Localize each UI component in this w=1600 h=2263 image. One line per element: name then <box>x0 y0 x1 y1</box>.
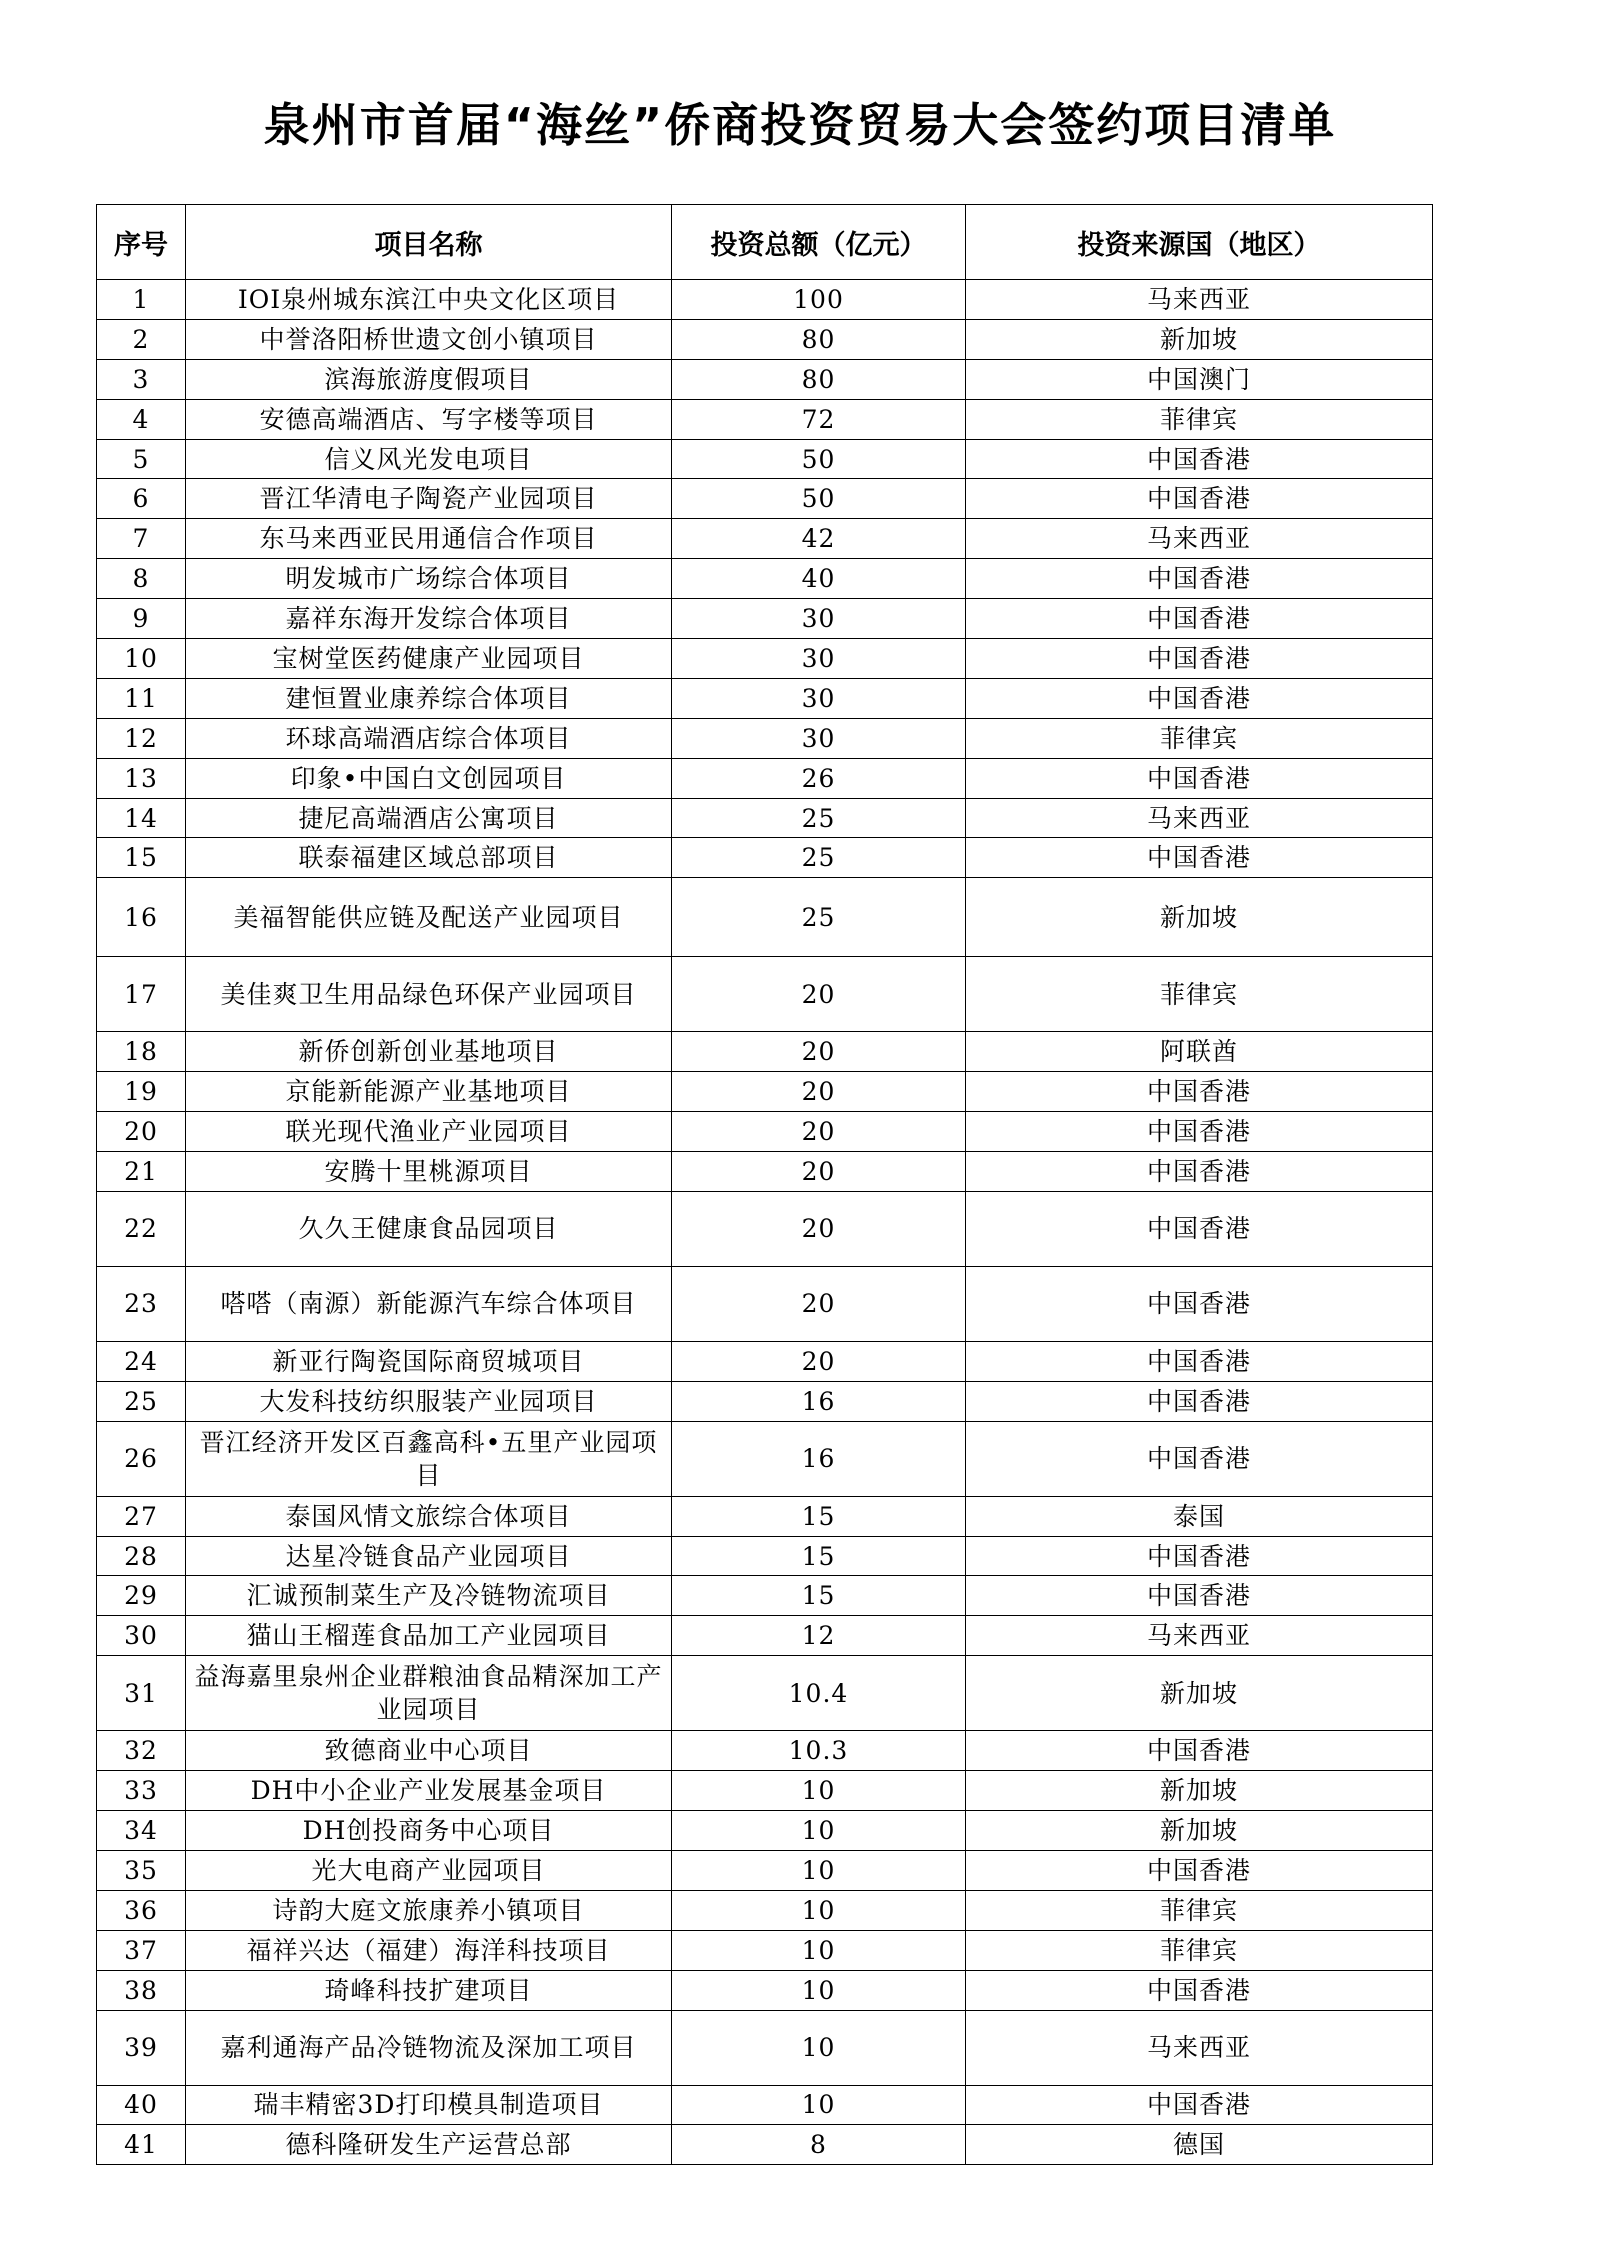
cell-source-country: 中国香港 <box>966 678 1433 718</box>
cell-index: 34 <box>97 1811 186 1851</box>
cell-investment-amount: 10 <box>672 1771 966 1811</box>
cell-project-name: 新亚行陶瓷国际商贸城项目 <box>186 1341 672 1381</box>
table-row <box>97 319 1433 359</box>
cell-source-country: 新加坡 <box>966 319 1433 359</box>
cell-investment-amount: 10 <box>672 1811 966 1851</box>
cell-index: 37 <box>97 1930 186 1970</box>
table-row <box>97 1112 1433 1152</box>
cell-project-name: DH创投商务中心项目 <box>186 1811 672 1851</box>
table-row <box>97 399 1433 439</box>
table-row <box>97 1191 1433 1266</box>
table-header-row <box>97 205 1433 280</box>
cell-investment-amount: 20 <box>672 1032 966 1072</box>
table-row <box>97 1930 1433 1970</box>
cell-investment-amount: 10.3 <box>672 1731 966 1771</box>
cell-investment-amount: 72 <box>672 399 966 439</box>
cell-index: 22 <box>97 1191 186 1266</box>
cell-source-country: 马来西亚 <box>966 519 1433 559</box>
cell-project-name: 京能新能源产业基地项目 <box>186 1072 672 1112</box>
cell-index: 3 <box>97 359 186 399</box>
cell-source-country: 中国香港 <box>966 1072 1433 1112</box>
table-row <box>97 1970 1433 2010</box>
table-row <box>97 2085 1433 2125</box>
table-row <box>97 678 1433 718</box>
table-row <box>97 1850 1433 1890</box>
table-row <box>97 1266 1433 1341</box>
cell-source-country: 新加坡 <box>966 1771 1433 1811</box>
cell-source-country: 中国香港 <box>966 1731 1433 1771</box>
cell-project-name: 联光现代渔业产业园项目 <box>186 1112 672 1152</box>
cell-source-country: 中国香港 <box>966 559 1433 599</box>
cell-index: 25 <box>97 1381 186 1421</box>
table-row <box>97 559 1433 599</box>
table-row <box>97 1771 1433 1811</box>
cell-index: 27 <box>97 1496 186 1536</box>
table-row <box>97 599 1433 639</box>
cell-source-country: 中国香港 <box>966 1536 1433 1576</box>
cell-source-country: 德国 <box>966 2125 1433 2165</box>
cell-investment-amount: 42 <box>672 519 966 559</box>
cell-source-country: 泰国 <box>966 1496 1433 1536</box>
cell-index: 38 <box>97 1970 186 2010</box>
cell-source-country: 阿联酋 <box>966 1032 1433 1072</box>
table-row <box>97 1731 1433 1771</box>
header-investment-amount: 投资总额（亿元） <box>672 205 966 280</box>
cell-investment-amount: 10 <box>672 2010 966 2085</box>
table-row <box>97 1072 1433 1112</box>
page-title: 泉州市首届“海丝”侨商投资贸易大会签约项目清单 <box>263 98 1337 152</box>
cell-project-name: 达星冷链食品产业园项目 <box>186 1536 672 1576</box>
cell-investment-amount: 10 <box>672 1850 966 1890</box>
cell-project-name: 汇诚预制菜生产及冷链物流项目 <box>186 1576 672 1616</box>
cell-index: 31 <box>97 1656 186 1731</box>
table-row <box>97 878 1433 957</box>
cell-investment-amount: 20 <box>672 1072 966 1112</box>
cell-project-name: 泰国风情文旅综合体项目 <box>186 1496 672 1536</box>
cell-project-name: 美佳爽卫生用品绿色环保产业园项目 <box>186 957 672 1032</box>
cell-project-name: 印象•中国白文创园项目 <box>186 758 672 798</box>
cell-project-name: 捷尼高端酒店公寓项目 <box>186 798 672 838</box>
cell-source-country: 新加坡 <box>966 1811 1433 1851</box>
cell-investment-amount: 15 <box>672 1536 966 1576</box>
cell-source-country: 菲律宾 <box>966 1890 1433 1930</box>
cell-project-name: 建恒置业康养综合体项目 <box>186 678 672 718</box>
cell-project-name: 久久王健康食品园项目 <box>186 1191 672 1266</box>
cell-index: 15 <box>97 838 186 878</box>
cell-index: 16 <box>97 878 186 957</box>
cell-source-country: 中国香港 <box>966 1970 1433 2010</box>
cell-investment-amount: 15 <box>672 1576 966 1616</box>
table-row <box>97 798 1433 838</box>
cell-investment-amount: 20 <box>672 957 966 1032</box>
table-row <box>97 1536 1433 1576</box>
cell-index: 14 <box>97 798 186 838</box>
cell-investment-amount: 50 <box>672 439 966 479</box>
cell-index: 5 <box>97 439 186 479</box>
cell-source-country: 中国香港 <box>966 838 1433 878</box>
table-row <box>97 838 1433 878</box>
cell-index: 2 <box>97 319 186 359</box>
cell-index: 24 <box>97 1341 186 1381</box>
cell-source-country: 菲律宾 <box>966 718 1433 758</box>
cell-source-country: 中国香港 <box>966 758 1433 798</box>
cell-investment-amount: 8 <box>672 2125 966 2165</box>
header-source-country: 投资来源国（地区） <box>966 205 1433 280</box>
cell-source-country: 马来西亚 <box>966 280 1433 320</box>
cell-index: 4 <box>97 399 186 439</box>
table-row <box>97 439 1433 479</box>
cell-source-country: 中国澳门 <box>966 359 1433 399</box>
cell-project-name: 滨海旅游度假项目 <box>186 359 672 399</box>
table-row <box>97 2125 1433 2165</box>
cell-project-name: 联泰福建区域总部项目 <box>186 838 672 878</box>
table-row <box>97 1032 1433 1072</box>
table-row <box>97 280 1433 320</box>
cell-investment-amount: 50 <box>672 479 966 519</box>
table-row <box>97 1576 1433 1616</box>
cell-source-country: 中国香港 <box>966 599 1433 639</box>
cell-investment-amount: 100 <box>672 280 966 320</box>
cell-project-name: 大发科技纺织服装产业园项目 <box>186 1381 672 1421</box>
cell-source-country: 中国香港 <box>966 479 1433 519</box>
project-table <box>96 204 1433 2165</box>
cell-project-name: IOI泉州城东滨江中央文化区项目 <box>186 280 672 320</box>
table-row <box>97 1152 1433 1192</box>
cell-investment-amount: 80 <box>672 359 966 399</box>
table-row <box>97 758 1433 798</box>
cell-index: 17 <box>97 957 186 1032</box>
cell-project-name: 晋江经济开发区百鑫高科•五里产业园项目 <box>186 1421 672 1496</box>
cell-index: 35 <box>97 1850 186 1890</box>
cell-investment-amount: 12 <box>672 1616 966 1656</box>
cell-index: 33 <box>97 1771 186 1811</box>
table-row <box>97 2010 1433 2085</box>
cell-investment-amount: 30 <box>672 599 966 639</box>
cell-project-name: 嗒嗒（南源）新能源汽车综合体项目 <box>186 1266 672 1341</box>
cell-source-country: 中国香港 <box>966 1421 1433 1496</box>
cell-investment-amount: 30 <box>672 639 966 679</box>
cell-project-name: 诗韵大庭文旅康养小镇项目 <box>186 1890 672 1930</box>
cell-project-name: 猫山王榴莲食品加工产业园项目 <box>186 1616 672 1656</box>
cell-investment-amount: 20 <box>672 1191 966 1266</box>
cell-project-name: 美福智能供应链及配送产业园项目 <box>186 878 672 957</box>
cell-index: 26 <box>97 1421 186 1496</box>
table-row <box>97 1381 1433 1421</box>
cell-project-name: 信义风光发电项目 <box>186 439 672 479</box>
cell-investment-amount: 16 <box>672 1421 966 1496</box>
cell-index: 13 <box>97 758 186 798</box>
cell-investment-amount: 10.4 <box>672 1656 966 1731</box>
cell-source-country: 中国香港 <box>966 639 1433 679</box>
cell-investment-amount: 40 <box>672 559 966 599</box>
cell-investment-amount: 25 <box>672 838 966 878</box>
table-row <box>97 639 1433 679</box>
table-row <box>97 1341 1433 1381</box>
cell-investment-amount: 20 <box>672 1341 966 1381</box>
table-row <box>97 1421 1433 1496</box>
cell-index: 6 <box>97 479 186 519</box>
cell-source-country: 中国香港 <box>966 1576 1433 1616</box>
cell-investment-amount: 10 <box>672 1930 966 1970</box>
cell-index: 12 <box>97 718 186 758</box>
cell-investment-amount: 80 <box>672 319 966 359</box>
cell-index: 32 <box>97 1731 186 1771</box>
cell-index: 19 <box>97 1072 186 1112</box>
cell-source-country: 中国香港 <box>966 439 1433 479</box>
cell-project-name: 明发城市广场综合体项目 <box>186 559 672 599</box>
cell-project-name: 宝树堂医药健康产业园项目 <box>186 639 672 679</box>
cell-index: 10 <box>97 639 186 679</box>
cell-project-name: 安德高端酒店、写字楼等项目 <box>186 399 672 439</box>
cell-source-country: 中国香港 <box>966 1152 1433 1192</box>
cell-index: 30 <box>97 1616 186 1656</box>
cell-project-name: 晋江华清电子陶瓷产业园项目 <box>186 479 672 519</box>
cell-source-country: 中国香港 <box>966 1381 1433 1421</box>
header-project-name: 项目名称 <box>186 205 672 280</box>
table-row <box>97 957 1433 1032</box>
cell-index: 28 <box>97 1536 186 1576</box>
cell-investment-amount: 15 <box>672 1496 966 1536</box>
cell-index: 36 <box>97 1890 186 1930</box>
cell-investment-amount: 25 <box>672 878 966 957</box>
cell-investment-amount: 10 <box>672 2085 966 2125</box>
cell-project-name: 光大电商产业园项目 <box>186 1850 672 1890</box>
cell-index: 21 <box>97 1152 186 1192</box>
table-row <box>97 1616 1433 1656</box>
cell-source-country: 中国香港 <box>966 2085 1433 2125</box>
cell-index: 29 <box>97 1576 186 1616</box>
cell-project-name: 环球高端酒店综合体项目 <box>186 718 672 758</box>
cell-source-country: 菲律宾 <box>966 957 1433 1032</box>
cell-source-country: 菲律宾 <box>966 1930 1433 1970</box>
cell-index: 18 <box>97 1032 186 1072</box>
header-index: 序号 <box>97 205 186 280</box>
table-row <box>97 359 1433 399</box>
cell-project-name: 安腾十里桃源项目 <box>186 1152 672 1192</box>
table-row <box>97 1496 1433 1536</box>
cell-source-country: 马来西亚 <box>966 1616 1433 1656</box>
cell-investment-amount: 20 <box>672 1266 966 1341</box>
cell-index: 23 <box>97 1266 186 1341</box>
cell-project-name: 福祥兴达（福建）海洋科技项目 <box>186 1930 672 1970</box>
cell-index: 20 <box>97 1112 186 1152</box>
cell-investment-amount: 20 <box>672 1112 966 1152</box>
cell-source-country: 新加坡 <box>966 1656 1433 1731</box>
cell-source-country: 中国香港 <box>966 1191 1433 1266</box>
cell-source-country: 中国香港 <box>966 1266 1433 1341</box>
table-body <box>97 280 1433 2165</box>
table-row <box>97 1811 1433 1851</box>
cell-source-country: 新加坡 <box>966 878 1433 957</box>
cell-project-name: 东马来西亚民用通信合作项目 <box>186 519 672 559</box>
cell-source-country: 中国香港 <box>966 1112 1433 1152</box>
cell-project-name: 新侨创新创业基地项目 <box>186 1032 672 1072</box>
table-row <box>97 479 1433 519</box>
cell-source-country: 中国香港 <box>966 1341 1433 1381</box>
cell-index: 41 <box>97 2125 186 2165</box>
cell-project-name: 中誉洛阳桥世遗文创小镇项目 <box>186 319 672 359</box>
cell-project-name: 琦峰科技扩建项目 <box>186 1970 672 2010</box>
cell-investment-amount: 26 <box>672 758 966 798</box>
cell-index: 40 <box>97 2085 186 2125</box>
cell-source-country: 中国香港 <box>966 1850 1433 1890</box>
cell-investment-amount: 30 <box>672 718 966 758</box>
cell-investment-amount: 16 <box>672 1381 966 1421</box>
table-row <box>97 1890 1433 1930</box>
cell-project-name: DH中小企业产业发展基金项目 <box>186 1771 672 1811</box>
table-row <box>97 718 1433 758</box>
table-row <box>97 1656 1433 1731</box>
cell-investment-amount: 30 <box>672 678 966 718</box>
cell-index: 8 <box>97 559 186 599</box>
cell-index: 7 <box>97 519 186 559</box>
cell-index: 39 <box>97 2010 186 2085</box>
cell-source-country: 马来西亚 <box>966 798 1433 838</box>
cell-investment-amount: 25 <box>672 798 966 838</box>
cell-source-country: 马来西亚 <box>966 2010 1433 2085</box>
cell-project-name: 德科隆研发生产运营总部 <box>186 2125 672 2165</box>
cell-investment-amount: 20 <box>672 1152 966 1192</box>
cell-project-name: 嘉利通海产品冷链物流及深加工项目 <box>186 2010 672 2085</box>
cell-project-name: 致德商业中心项目 <box>186 1731 672 1771</box>
cell-index: 9 <box>97 599 186 639</box>
cell-project-name: 瑞丰精密3D打印模具制造项目 <box>186 2085 672 2125</box>
cell-investment-amount: 10 <box>672 1890 966 1930</box>
cell-index: 1 <box>97 280 186 320</box>
cell-project-name: 嘉祥东海开发综合体项目 <box>186 599 672 639</box>
table-row <box>97 519 1433 559</box>
cell-source-country: 菲律宾 <box>966 399 1433 439</box>
cell-project-name: 益海嘉里泉州企业群粮油食品精深加工产业园项目 <box>186 1656 672 1731</box>
cell-investment-amount: 10 <box>672 1970 966 2010</box>
cell-index: 11 <box>97 678 186 718</box>
